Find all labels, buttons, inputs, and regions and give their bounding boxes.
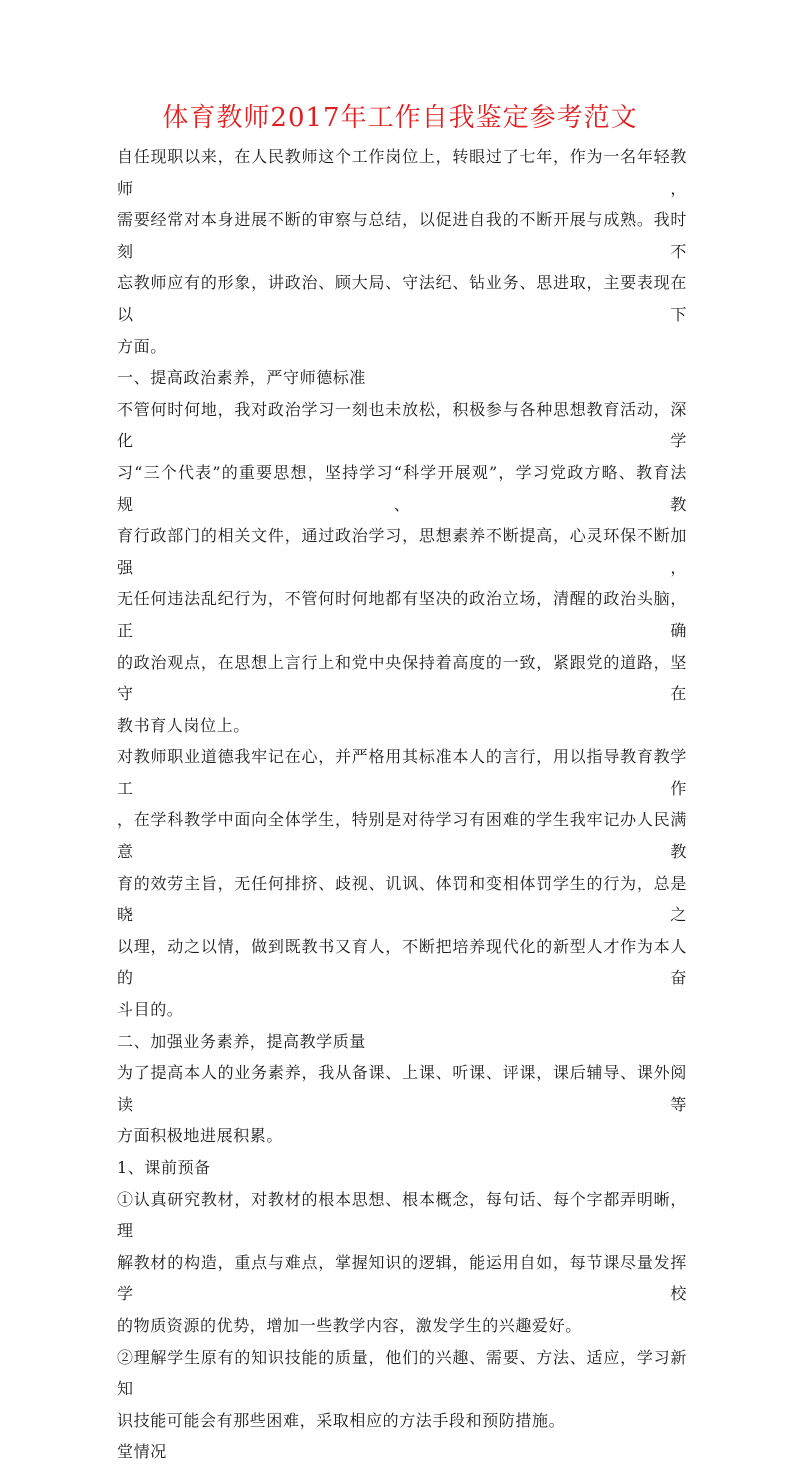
body-line: 教书育人岗位上。 xyxy=(117,715,250,735)
body-line: 识技能可能会有那些困难，采取相应的方法手段和预防措施。 xyxy=(117,1410,566,1430)
body-line: 习“三个代表”的重要思想，坚持学习“科学开展观”，学习党政方略、教育法规、教 xyxy=(117,462,687,514)
section-heading: 一、提高政治素养，严守师德标准 xyxy=(117,368,367,388)
body-line: ①认真研究教材，对教材的根本思想、根本概念，每句话、每个字都弄明晰，理 xyxy=(117,1189,687,1241)
body-line: 对教师职业道德我牢记在心，并严格用其标准本人的言行，用以指导教育教学工作 xyxy=(117,747,687,798)
document-body xyxy=(117,141,687,1468)
body-line: 需要经常对本身进展不断的审察与总结，以促进自我的不断开展与成熟。我时刻不 xyxy=(117,210,687,261)
body-line: 无任何违法乱纪行为，不管何时何地都有坚决的政治立场，清醒的政治头脑，正确 xyxy=(117,589,687,640)
body-line: 解教材的构造，重点与难点，掌握知识的逻辑，能运用自如，每节课尽量发挥学校 xyxy=(117,1252,687,1304)
body-line: ②理解学生原有的知识技能的质量，他们的兴趣、需要、方法、适应，学习新知 xyxy=(117,1347,687,1399)
document-title: 体育教师2017年工作自我鉴定参考范文 xyxy=(162,103,638,133)
body-line: ，在学科教学中面向全体学生，特别是对待学习有困难的学生我牢记办人民满意教 xyxy=(117,810,687,862)
body-line: 为了提高本人的业务素养，我从备课、上课、听课、评课，课后辅导、课外阅读等 xyxy=(117,1063,687,1114)
body-line: 自任现职以来，在人民教师这个工作岗位上，转眼过了七年，作为一名年轻教师， xyxy=(117,147,687,198)
body-line: 以理，动之以情，做到既教书又育人，不断把培养现代化的新型人才作为本人的奋 xyxy=(117,936,687,988)
body-line: 忘教师应有的形象，讲政治、顾大局、守法纪、钻业务、思进取，主要表现在以下 xyxy=(117,273,687,324)
body-line: 的物质资源的优势，增加一些教学内容，激发学生的兴趣爱好。 xyxy=(117,1315,582,1335)
body-line: 育行政部门的相关文件，通过政治学习，思想素养不断提高，心灵环保不断加强， xyxy=(117,526,687,577)
body-line: 方面。 xyxy=(117,336,167,356)
body-line: 不管何时何地，我对政治学习一刻也未放松，积极参与各种思想教育活动，深化学 xyxy=(117,399,687,451)
body-line: 的政治观点，在思想上言行上和党中央保持着高度的一致，紧跟党的道路，坚守在 xyxy=(117,652,687,704)
body-line: 方面积极地进展积累。 xyxy=(117,1126,284,1146)
subsection-heading: 1、课前预备 xyxy=(117,1158,211,1177)
body-line: 斗目的。 xyxy=(117,1000,184,1020)
body-line: 堂情况 xyxy=(117,1442,167,1462)
body-line: 育的效劳主旨，无任何排挤、歧视、讥讽、体罚和变相体罚学生的行为，总是晓之 xyxy=(117,873,687,925)
section-heading: 二、加强业务素养，提高教学质量 xyxy=(117,1031,367,1051)
